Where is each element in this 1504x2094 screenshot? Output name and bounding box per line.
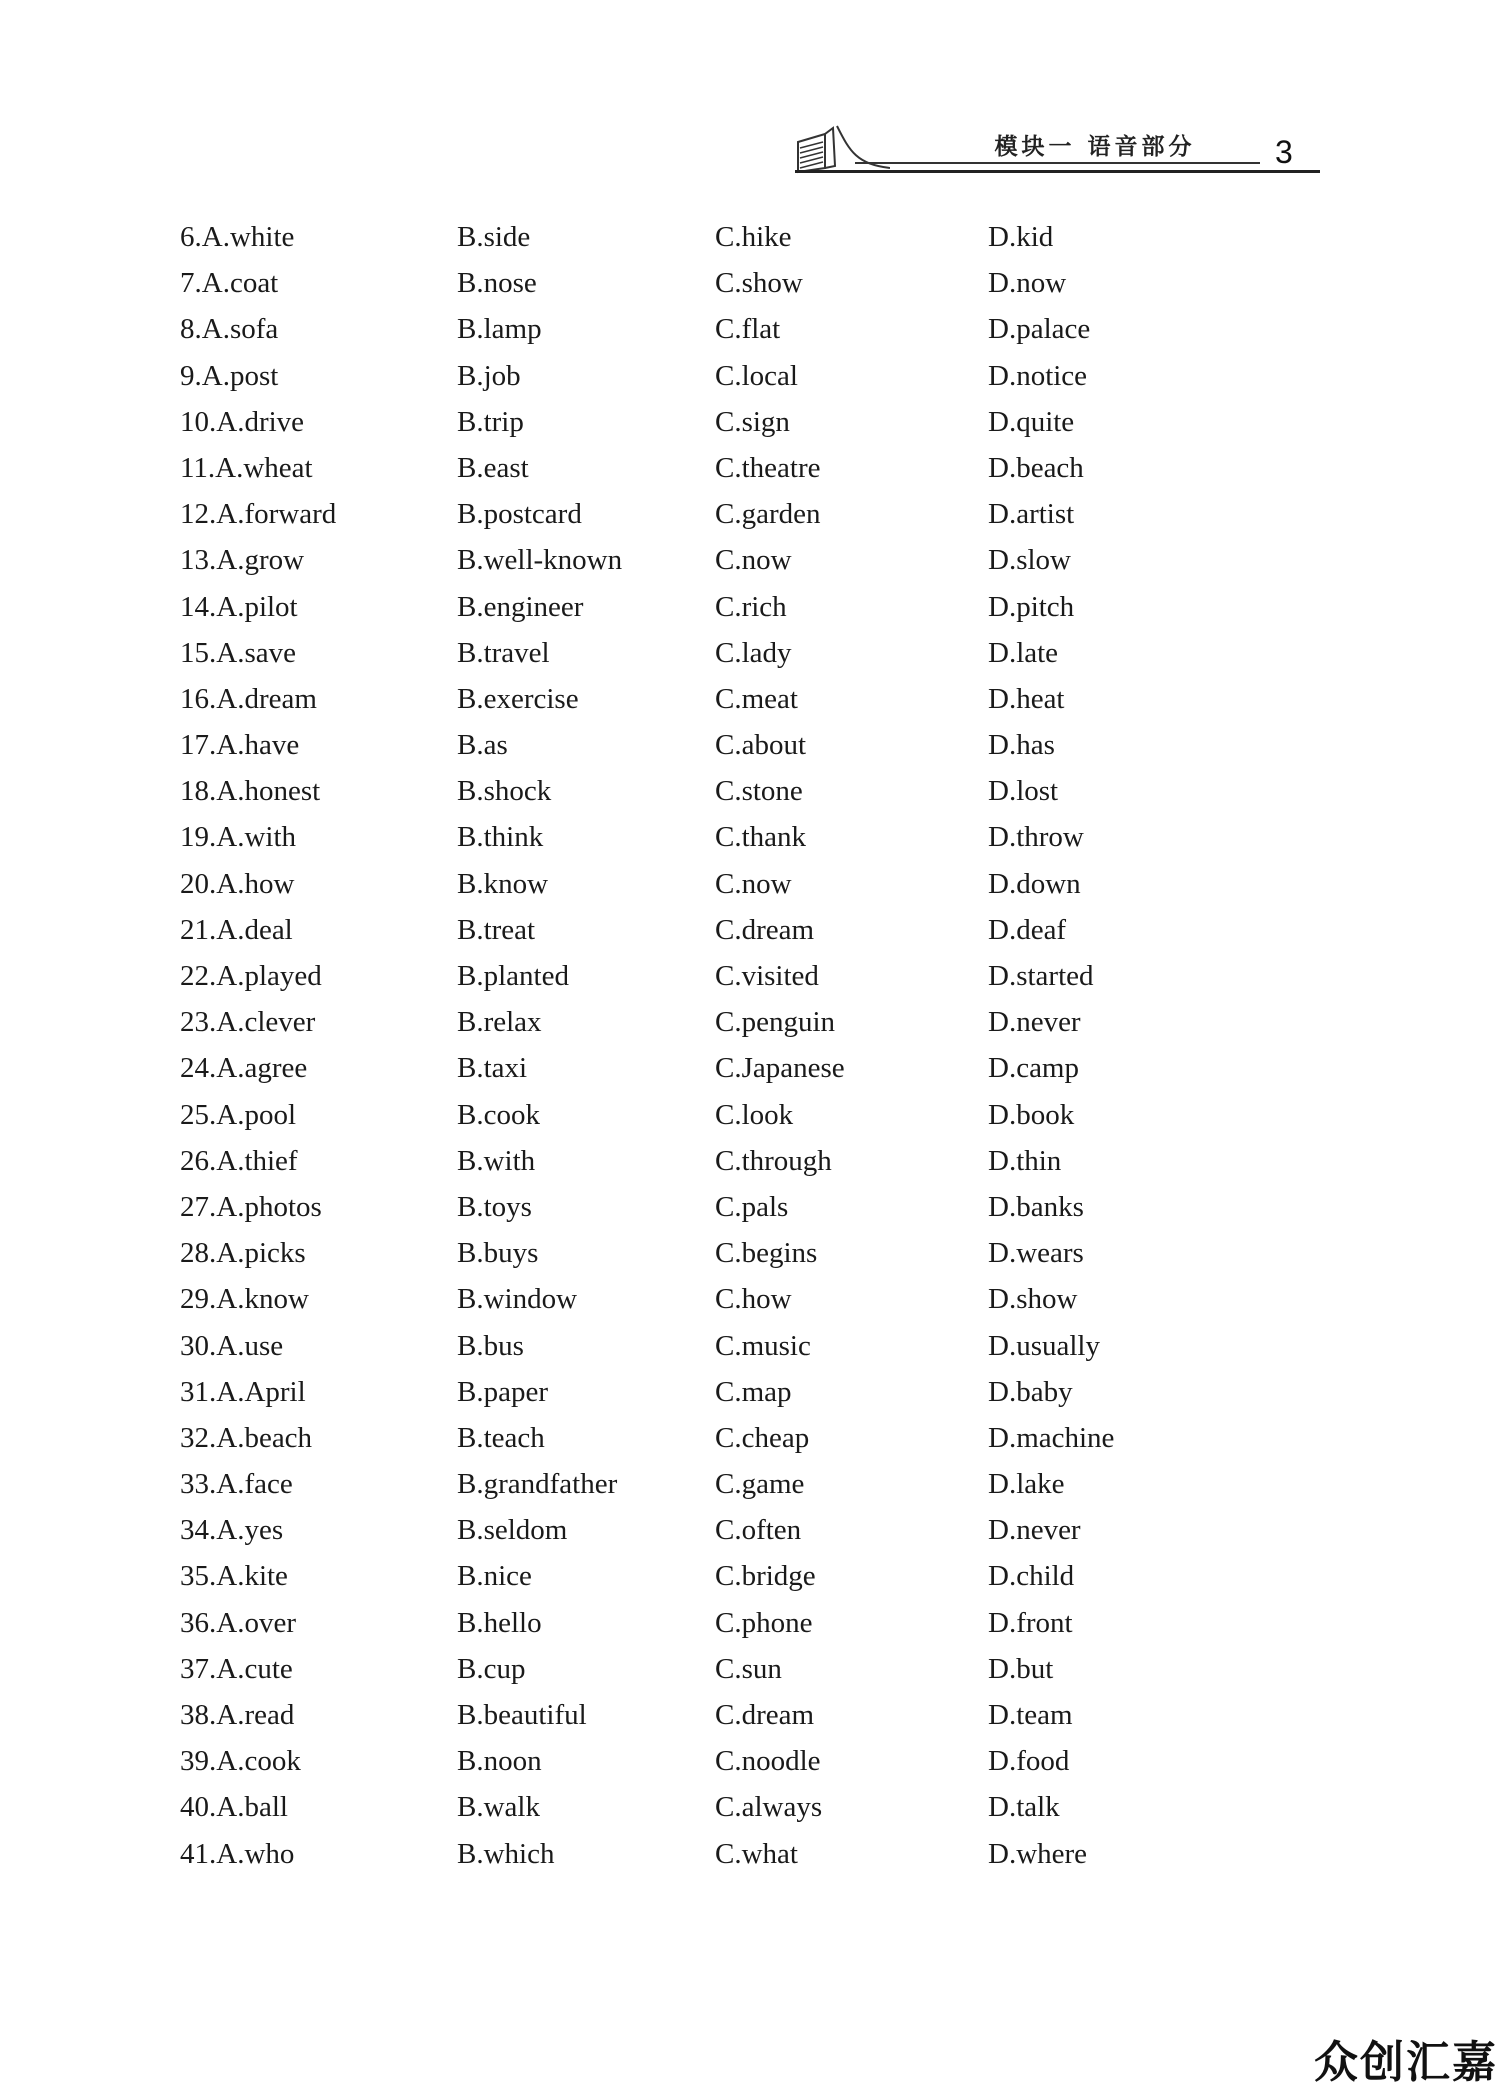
question-row xyxy=(180,402,1180,448)
question-row xyxy=(180,1695,1180,1741)
option-a: 37.A.cute xyxy=(180,1652,293,1685)
question-row xyxy=(180,1464,1180,1510)
option-b: B.trip xyxy=(457,405,524,438)
option-b: B.noon xyxy=(457,1745,542,1778)
book-pages-icon xyxy=(795,122,890,174)
option-c: C.about xyxy=(715,729,807,762)
option-a: 11.A.wheat xyxy=(180,451,313,484)
question-row xyxy=(180,1510,1180,1556)
option-a: 15.A.save xyxy=(180,636,296,669)
question-row xyxy=(180,1002,1180,1048)
question-row xyxy=(180,817,1180,863)
option-b: B.east xyxy=(457,451,529,484)
question-row xyxy=(180,1187,1180,1233)
option-b: B.know xyxy=(457,867,549,900)
question-row xyxy=(180,864,1180,910)
option-b: B.as xyxy=(457,729,508,762)
option-b: B.seldom xyxy=(457,1514,568,1547)
option-c: C.flat xyxy=(715,313,781,346)
option-b: B.which xyxy=(457,1837,555,1870)
question-row xyxy=(180,771,1180,817)
option-b: B.cook xyxy=(457,1098,540,1131)
question-row xyxy=(180,1834,1180,1880)
option-d: D.never xyxy=(988,1006,1081,1039)
option-c: C.through xyxy=(715,1144,832,1177)
option-b: B.bus xyxy=(457,1329,524,1362)
question-row xyxy=(180,309,1180,355)
option-a: 9.A.post xyxy=(180,359,279,392)
question-row xyxy=(180,679,1180,725)
question-row xyxy=(180,1326,1180,1372)
question-list xyxy=(180,217,1180,1880)
option-c: C.lady xyxy=(715,636,792,669)
header-line xyxy=(855,162,1260,164)
option-a: 31.A.April xyxy=(180,1375,306,1408)
question-row xyxy=(180,356,1180,402)
option-c: C.visited xyxy=(715,960,819,992)
question-row xyxy=(180,1372,1180,1418)
option-d: D.talk xyxy=(988,1791,1060,1824)
option-c: C.bridge xyxy=(715,1560,816,1593)
option-a: 27.A.photos xyxy=(180,1190,322,1223)
option-c: C.rich xyxy=(715,590,787,623)
question-row xyxy=(180,1787,1180,1833)
option-c: C.music xyxy=(715,1329,811,1362)
option-a: 41.A.who xyxy=(180,1837,295,1870)
option-a: 32.A.beach xyxy=(180,1421,313,1454)
option-d: D.throw xyxy=(988,821,1084,854)
option-d: D.banks xyxy=(988,1190,1084,1223)
option-a: 7.A.coat xyxy=(180,267,279,300)
option-d: D.team xyxy=(988,1699,1073,1731)
option-d: D.child xyxy=(988,1560,1075,1593)
option-d: D.never xyxy=(988,1514,1081,1547)
option-a: 24.A.agree xyxy=(180,1052,308,1085)
option-c: C.game xyxy=(715,1468,805,1501)
option-c: C.meat xyxy=(715,682,798,715)
option-c: C.now xyxy=(715,544,792,577)
option-c: C.noodle xyxy=(715,1745,821,1778)
option-c: C.sun xyxy=(715,1652,782,1685)
option-a: 23.A.clever xyxy=(180,1006,316,1039)
question-row xyxy=(180,1418,1180,1464)
option-c: C.thank xyxy=(715,821,807,854)
option-c: C.phone xyxy=(715,1606,813,1639)
option-a: 25.A.pool xyxy=(180,1098,296,1131)
option-d: D.kid xyxy=(988,221,1054,253)
option-b: B.paper xyxy=(457,1375,548,1408)
option-d: D.baby xyxy=(988,1375,1073,1408)
option-d: D.down xyxy=(988,867,1081,900)
option-b: B.teach xyxy=(457,1421,545,1454)
question-row xyxy=(180,1233,1180,1279)
option-d: D.book xyxy=(988,1098,1075,1131)
question-row xyxy=(180,1741,1180,1787)
option-b: B.side xyxy=(457,221,531,253)
option-d: D.machine xyxy=(988,1421,1115,1454)
question-row xyxy=(180,1048,1180,1094)
option-a: 14.A.pilot xyxy=(180,590,298,623)
option-c: C.dream xyxy=(715,913,815,946)
option-d: D.late xyxy=(988,636,1059,669)
option-b: B.taxi xyxy=(457,1052,528,1085)
option-a: 21.A.deal xyxy=(180,913,293,946)
option-d: D.beach xyxy=(988,451,1084,484)
option-d: D.but xyxy=(988,1652,1054,1685)
question-row xyxy=(180,956,1180,1002)
question-row xyxy=(180,1095,1180,1141)
option-b: B.cup xyxy=(457,1652,526,1685)
option-c: C.dream xyxy=(715,1699,815,1731)
question-row xyxy=(180,494,1180,540)
option-c: C.how xyxy=(715,1283,792,1316)
option-a: 39.A.cook xyxy=(180,1745,301,1778)
option-d: D.usually xyxy=(988,1329,1100,1362)
option-d: D.now xyxy=(988,267,1067,300)
option-a: 29.A.know xyxy=(180,1283,309,1316)
option-b: B.window xyxy=(457,1283,578,1316)
option-c: C.pals xyxy=(715,1190,789,1223)
option-a: 40.A.ball xyxy=(180,1791,288,1824)
option-b: B.treat xyxy=(457,913,536,946)
option-c: C.always xyxy=(715,1791,823,1824)
question-row xyxy=(180,1141,1180,1187)
header-rule xyxy=(795,170,1320,173)
page-number: 3 xyxy=(1275,134,1293,170)
option-b: B.walk xyxy=(457,1791,540,1824)
option-c: C.show xyxy=(715,267,803,300)
option-d: D.lake xyxy=(988,1468,1065,1501)
question-row xyxy=(180,1556,1180,1602)
option-b: B.hello xyxy=(457,1606,542,1639)
option-a: 8.A.sofa xyxy=(180,313,279,346)
option-d: D.front xyxy=(988,1606,1073,1639)
option-b: B.postcard xyxy=(457,498,582,531)
option-c: C.begins xyxy=(715,1237,818,1270)
question-row xyxy=(180,217,1180,263)
option-a: 12.A.forward xyxy=(180,498,337,531)
option-b: B.engineer xyxy=(457,590,584,623)
option-c: C.now xyxy=(715,867,792,900)
option-c: C.hike xyxy=(715,221,792,253)
option-a: 18.A.honest xyxy=(180,775,321,808)
option-a: 20.A.how xyxy=(180,867,295,900)
option-a: 38.A.read xyxy=(180,1699,295,1731)
option-b: B.toys xyxy=(457,1190,532,1223)
option-b: B.lamp xyxy=(457,313,542,346)
option-d: D.deaf xyxy=(988,913,1067,946)
option-b: B.shock xyxy=(457,775,552,808)
option-c: C.what xyxy=(715,1837,798,1870)
option-a: 30.A.use xyxy=(180,1329,284,1362)
option-d: D.palace xyxy=(988,313,1091,346)
question-row xyxy=(180,1603,1180,1649)
question-row xyxy=(180,633,1180,679)
option-b: B.buys xyxy=(457,1237,539,1270)
option-d: D.camp xyxy=(988,1052,1079,1085)
option-b: B.well-known xyxy=(457,544,623,577)
option-c: C.look xyxy=(715,1098,794,1131)
option-a: 35.A.kite xyxy=(180,1560,288,1593)
question-row xyxy=(180,1649,1180,1695)
option-b: B.relax xyxy=(457,1006,542,1039)
option-d: D.thin xyxy=(988,1144,1062,1177)
question-row xyxy=(180,1279,1180,1325)
option-a: 13.A.grow xyxy=(180,544,305,577)
option-d: D.heat xyxy=(988,682,1065,715)
option-a: 6.A.white xyxy=(180,221,295,253)
option-c: C.map xyxy=(715,1375,792,1408)
question-row xyxy=(180,448,1180,494)
option-a: 10.A.drive xyxy=(180,405,305,438)
question-row xyxy=(180,263,1180,309)
option-c: C.sign xyxy=(715,405,790,438)
option-b: B.grandfather xyxy=(457,1468,618,1501)
option-c: C.cheap xyxy=(715,1421,810,1454)
option-c: C.local xyxy=(715,359,798,392)
option-d: D.pitch xyxy=(988,590,1075,623)
option-d: D.wears xyxy=(988,1237,1084,1270)
option-d: D.where xyxy=(988,1837,1088,1870)
option-d: D.slow xyxy=(988,544,1071,577)
option-b: B.nice xyxy=(457,1560,532,1593)
option-c: C.stone xyxy=(715,775,803,808)
option-d: D.has xyxy=(988,729,1055,762)
option-d: D.food xyxy=(988,1745,1070,1778)
option-b: B.think xyxy=(457,821,544,854)
option-d: D.lost xyxy=(988,775,1059,808)
option-d: D.notice xyxy=(988,359,1088,392)
option-b: B.travel xyxy=(457,636,550,669)
option-a: 22.A.played xyxy=(180,960,322,992)
option-a: 19.A.with xyxy=(180,821,296,854)
question-row xyxy=(180,725,1180,771)
option-a: 17.A.have xyxy=(180,729,300,762)
option-a: 28.A.picks xyxy=(180,1237,306,1270)
option-a: 33.A.face xyxy=(180,1468,293,1501)
section-title: 模块一 语音部分 xyxy=(994,134,1196,160)
watermark: 众创汇嘉 xyxy=(1314,2037,1498,2088)
option-d: D.show xyxy=(988,1283,1078,1316)
option-b: B.exercise xyxy=(457,682,579,715)
question-row xyxy=(180,540,1180,586)
option-a: 26.A.thief xyxy=(180,1144,298,1177)
option-a: 34.A.yes xyxy=(180,1514,284,1547)
option-c: C.theatre xyxy=(715,451,821,484)
question-row xyxy=(180,910,1180,956)
option-c: C.Japanese xyxy=(715,1052,845,1085)
option-b: B.nose xyxy=(457,267,537,300)
option-d: D.quite xyxy=(988,405,1075,438)
option-b: B.with xyxy=(457,1144,536,1177)
option-a: 36.A.over xyxy=(180,1606,296,1639)
option-d: D.artist xyxy=(988,498,1075,531)
question-row xyxy=(180,587,1180,633)
option-c: C.garden xyxy=(715,498,821,531)
option-b: B.planted xyxy=(457,960,569,992)
option-c: C.penguin xyxy=(715,1006,836,1039)
option-a: 16.A.dream xyxy=(180,682,317,715)
option-d: D.started xyxy=(988,960,1094,992)
option-b: B.job xyxy=(457,359,521,392)
running-header xyxy=(795,118,1320,178)
option-b: B.beautiful xyxy=(457,1699,587,1731)
option-c: C.often xyxy=(715,1514,802,1547)
